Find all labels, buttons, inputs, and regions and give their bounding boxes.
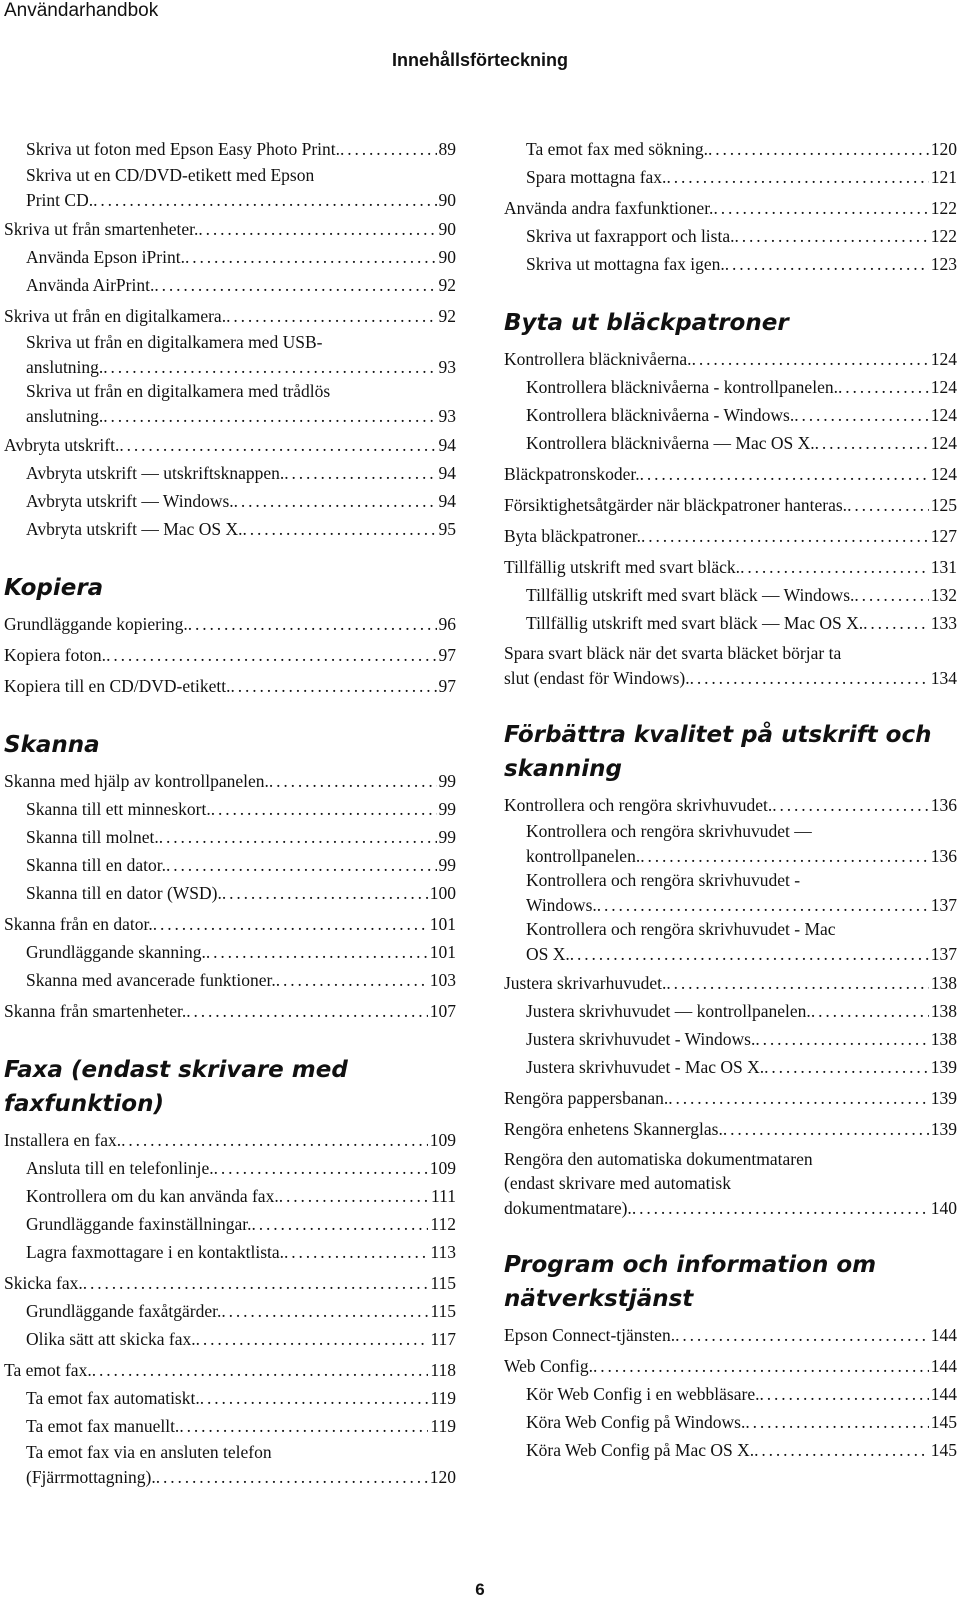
toc-entry-text: Skriva ut en CD/DVD-etikett med Epson (26, 165, 315, 185)
toc-page-number: 99 (438, 827, 456, 847)
toc-leader-dots (103, 404, 436, 428)
toc-subentry[interactable] (504, 582, 957, 609)
toc-leader-dots (188, 611, 437, 638)
toc-leader-dots (666, 164, 928, 191)
toc-entry-text: Skanna till molnet. (26, 827, 159, 847)
toc-entry-text: Kör Web Config i en webbläsare. (526, 1384, 760, 1404)
toc-leader-dots (723, 1116, 929, 1143)
toc-leader-dots (222, 880, 428, 907)
toc-leader-dots (640, 844, 929, 868)
toc-entry-text: Rengöra enhetens Skannerglas. (504, 1119, 723, 1139)
toc-entry[interactable] (504, 523, 957, 550)
toc-leader-dots (185, 244, 437, 271)
toc-page-number: 119 (430, 1416, 456, 1436)
toc-leader-dots (863, 610, 929, 637)
toc-leader-dots (597, 893, 929, 917)
toc-leader-dots (214, 1155, 428, 1182)
toc-entry-text: Print CD. (26, 190, 94, 210)
toc-leader-dots (713, 195, 928, 222)
toc-page-number: 137 (930, 895, 957, 915)
toc-subentry[interactable] (4, 1440, 456, 1489)
toc-entry-text: Skanna från smartenheter. (4, 1001, 187, 1021)
toc-entry-text: Justera skrivarhuvudet. (504, 973, 667, 993)
toc-page-number: 139 (930, 1057, 957, 1077)
toc-entry-text: Kontrollera och rengöra skrivhuvudet - Mac (526, 919, 836, 939)
toc-entry-text: Ta emot fax med sökning. (526, 139, 708, 159)
toc-entry-text: Grundläggande faxåtgärder. (26, 1301, 222, 1321)
toc-section-heading: Faxa (endast skrivare med faxfunktion) (4, 1057, 348, 1117)
toc-subentry[interactable] (4, 880, 456, 907)
toc-entry[interactable] (504, 554, 957, 581)
toc-leader-dots (745, 1409, 928, 1436)
toc-entry-text: (Fjärrmottagning). (26, 1467, 156, 1487)
toc-entry[interactable] (4, 611, 456, 638)
toc-page-number: 124 (930, 433, 957, 453)
toc-leader-dots (206, 939, 428, 966)
toc-entry[interactable] (504, 195, 957, 222)
toc-page-number: 124 (930, 349, 957, 369)
toc-subentry[interactable] (4, 272, 456, 299)
toc-page-number: 90 (438, 219, 456, 239)
toc-leader-dots (593, 1353, 929, 1380)
toc-page-number: 140 (930, 1198, 957, 1218)
toc-entry-text: Skriva ut mottagna fax igen. (526, 254, 725, 274)
toc-leader-dots (754, 1437, 929, 1464)
toc-page-number: 103 (429, 970, 456, 990)
toc-entry-text: Justera skrivhuvudet - Windows. (526, 1029, 756, 1049)
toc-page-number: 121 (930, 167, 957, 187)
toc-leader-dots (154, 272, 436, 299)
toc-subentry[interactable] (4, 796, 456, 823)
toc-entry-text: Skicka fax. (4, 1273, 83, 1293)
toc-section-heading: Byta ut bläckpatroner (504, 310, 789, 336)
toc-entry-text: Lagra faxmottagare i en kontaktlista. (26, 1242, 285, 1262)
toc-entry-text: Grundläggande skanning. (26, 942, 206, 962)
toc-page-number: 90 (438, 190, 456, 210)
toc-entry-text: Skriva ut från en digitalkamera med trådlös (26, 381, 331, 401)
toc-subentry[interactable] (504, 164, 957, 191)
toc-entry-text: dokumentmatare). (504, 1198, 632, 1218)
toc-page-number: 99 (438, 771, 456, 791)
toc-entry-text: Använda AirPrint. (26, 275, 155, 295)
toc-page-number: 92 (438, 306, 456, 326)
toc-page-number: 134 (930, 668, 957, 688)
toc-page-number: 122 (930, 198, 957, 218)
toc-entry[interactable] (4, 911, 456, 938)
toc-entry-text: Använda Epson iPrint. (26, 247, 185, 267)
toc-entry-text: Kopiera till en CD/DVD-etikett. (4, 676, 231, 696)
toc-entry-text: Rengöra den automatiska dokumentmataren (504, 1149, 813, 1169)
toc-subentry[interactable] (504, 998, 957, 1025)
toc-page-number: 97 (438, 645, 456, 665)
toc-entry-text: anslutning. (26, 406, 104, 426)
toc-leader-dots (668, 1085, 929, 1112)
toc-section-heading: Program och information om nätverkstjänst (504, 1252, 877, 1312)
toc-subentry[interactable] (504, 402, 957, 429)
toc-page-number: 145 (930, 1440, 957, 1460)
toc-subentry[interactable] (504, 819, 957, 868)
toc-subentry[interactable] (504, 917, 957, 966)
toc-entry-text: Grundläggande kopiering. (4, 614, 188, 634)
toc-leader-dots (156, 1465, 428, 1489)
toc-leader-dots (153, 911, 428, 938)
toc-leader-dots (640, 461, 929, 488)
toc-page-number: 138 (930, 1029, 957, 1049)
toc-subentry[interactable] (4, 1239, 456, 1266)
toc-subentry[interactable] (4, 939, 456, 966)
toc-entry-text: Kontrollera bläcknivåerna - kontrollpanelen. (526, 377, 838, 397)
toc-subentry[interactable] (504, 136, 957, 163)
toc-page-number: 107 (429, 1001, 456, 1021)
toc-entry[interactable] (4, 1270, 456, 1297)
toc-entry-text: Skanna till en dator (WSD). (26, 883, 222, 903)
toc-page-number: 96 (438, 614, 456, 634)
toc-page-number: 90 (438, 247, 456, 267)
toc-page-number: 118 (430, 1360, 456, 1380)
toc-entry-text: Skanna med hjälp av kontrollpanelen. (4, 771, 269, 791)
toc-page-number: 137 (930, 944, 957, 964)
toc-subentry[interactable] (504, 223, 957, 250)
toc-leader-dots (641, 523, 929, 550)
toc-page-number: 93 (438, 357, 456, 377)
toc-subentry[interactable] (4, 1183, 456, 1210)
toc-entry[interactable] (504, 492, 957, 519)
toc-entry-text: Skanna till en dator. (26, 855, 166, 875)
toc-leader-dots (838, 374, 929, 401)
toc-leader-dots (230, 673, 436, 700)
toc-leader-dots (764, 1054, 929, 1081)
toc-entry[interactable] (504, 1116, 957, 1143)
toc-page-number: 89 (438, 139, 456, 159)
toc-section-heading: Kopiera (4, 575, 104, 601)
toc-leader-dots (269, 768, 437, 795)
toc-entry[interactable] (4, 768, 456, 795)
toc-leader-dots (234, 488, 437, 515)
toc-entry-text: Tillfällig utskrift med svart bläck. (504, 557, 741, 577)
toc-entry-text: anslutning. (26, 357, 104, 377)
toc-entry[interactable] (504, 792, 957, 819)
toc-leader-dots (284, 460, 436, 487)
toc-leader-dots (106, 642, 436, 669)
toc-entry-text: Ta emot fax manuellt. (26, 1416, 180, 1436)
toc-entry-text: Kontrollera bläcknivåerna. (504, 349, 692, 369)
toc-entry-text: Avbryta utskrift — utskriftsknappen. (26, 463, 285, 483)
toc-subentry[interactable] (4, 244, 456, 271)
toc-leader-dots (166, 852, 437, 879)
toc-leader-dots (226, 303, 436, 330)
section-title: Innehållsförteckning (391, 50, 569, 70)
toc-subentry[interactable] (4, 1211, 456, 1238)
toc-entry[interactable] (4, 216, 456, 243)
toc-entry-text: Installera en fax. (4, 1130, 122, 1150)
toc-leader-dots (632, 1196, 929, 1220)
toc-entry-text: Kontrollera bläcknivåerna - Windows. (526, 405, 795, 425)
toc-entry-text: OS X. (526, 944, 570, 964)
toc-entry-text: Skriva ut från en digitalkamera med USB- (26, 332, 323, 352)
toc-entry-text: Spara mottagna fax. (526, 167, 667, 187)
toc-leader-dots (755, 1026, 928, 1053)
toc-entry[interactable] (4, 432, 456, 459)
toc-leader-dots (570, 942, 929, 966)
toc-subentry[interactable] (4, 330, 456, 379)
toc-entry-text: Ansluta till en telefonlinje. (26, 1158, 214, 1178)
toc-entry-text: Skanna till ett minneskort. (26, 799, 211, 819)
toc-entry-text: Avbryta utskrift — Mac OS X. (26, 519, 243, 539)
toc-leader-dots (279, 1183, 429, 1210)
toc-leader-dots (196, 1326, 429, 1353)
toc-page-number: 113 (430, 1242, 456, 1262)
toc-page-number: 109 (429, 1158, 456, 1178)
toc-leader-dots (198, 216, 436, 243)
toc-page-number: 144 (930, 1384, 957, 1404)
toc-page-number: 138 (930, 973, 957, 993)
toc-page-number: 139 (930, 1119, 957, 1139)
toc-entry-text: Skriva ut faxrapport och lista. (526, 226, 735, 246)
toc-leader-dots (690, 666, 929, 690)
toc-subentry[interactable] (4, 1385, 456, 1412)
toc-leader-dots (119, 432, 436, 459)
toc-entry-text: Epson Connect-tjänsten. (504, 1325, 676, 1345)
toc-page-number: 94 (438, 463, 456, 483)
toc-entry-text: Ta emot fax automatiskt. (26, 1388, 200, 1408)
toc-section-heading: Förbättra kvalitet på utskrift och skanning (504, 722, 932, 782)
toc-leader-dots (675, 1322, 929, 1349)
toc-page-number: 112 (430, 1214, 456, 1234)
toc-entry-text: Kontrollera och rengöra skrivhuvudet - (526, 870, 801, 890)
page-number: 6 (475, 1580, 485, 1599)
toc-leader-dots (284, 1239, 428, 1266)
toc-leader-dots (725, 251, 929, 278)
toc-entry-text: kontrollpanelen. (526, 846, 641, 866)
toc-leader-dots (83, 1270, 429, 1297)
toc-entry-text: Kopiera foton. (4, 645, 107, 665)
toc-page-number: 101 (429, 914, 456, 934)
toc-subentry[interactable] (504, 610, 957, 637)
toc-entry-text: Tillfällig utskrift med svart bläck — Windows. (526, 585, 855, 605)
toc-subentry[interactable] (504, 868, 957, 917)
toc-leader-dots (815, 430, 929, 457)
toc-page-number: 117 (430, 1329, 456, 1349)
toc-leader-dots (276, 967, 428, 994)
toc-page-number: 144 (930, 1325, 957, 1345)
toc-page-number: 132 (930, 585, 957, 605)
toc-page-number: 100 (429, 883, 456, 903)
toc-leader-dots (740, 554, 929, 581)
toc-column-right (504, 135, 957, 1464)
toc-page-number: 115 (430, 1301, 456, 1321)
toc-page-number: 120 (429, 1467, 456, 1487)
toc-subentry[interactable] (504, 1409, 957, 1436)
toc-subentry[interactable] (4, 1298, 456, 1325)
toc-entry-text: Justera skrivhuvudet - Mac OS X. (526, 1057, 765, 1077)
toc-entry-text: Kontrollera om du kan använda fax. (26, 1186, 279, 1206)
toc-subentry[interactable] (504, 1381, 957, 1408)
toc-entry[interactable] (504, 346, 957, 373)
toc-page-number: 139 (930, 1088, 957, 1108)
toc-entry[interactable] (4, 1357, 456, 1384)
toc-subentry[interactable] (4, 1326, 456, 1353)
toc-entry[interactable] (504, 1147, 957, 1220)
toc-entry-text: Bläckpatronskoder. (504, 464, 640, 484)
toc-subentry[interactable] (504, 1026, 957, 1053)
toc-leader-dots (735, 223, 929, 250)
toc-page-number: 115 (430, 1273, 456, 1293)
toc-page-number: 124 (930, 405, 957, 425)
toc-page-number: 127 (930, 526, 957, 546)
toc-subentry[interactable] (4, 488, 456, 515)
toc-page-number: 92 (438, 275, 456, 295)
toc-entry-text: Kontrollera och rengöra skrivhuvudet — (526, 821, 812, 841)
toc-entry-text: (endast skrivare med automatisk (504, 1173, 731, 1193)
toc-entry-text: Rengöra pappersbanan. (504, 1088, 669, 1108)
toc-leader-dots (340, 136, 436, 163)
toc-leader-dots (186, 998, 428, 1025)
toc-entry-text: Kontrollera och rengöra skrivhuvudet. (504, 795, 773, 815)
toc-leader-dots (242, 516, 436, 543)
toc-page-number: 120 (930, 139, 957, 159)
toc-entry-text: Köra Web Config på Mac OS X. (526, 1440, 755, 1460)
toc-leader-dots (708, 136, 929, 163)
toc-entry-text: Köra Web Config på Windows. (526, 1412, 746, 1432)
toc-leader-dots (121, 1127, 428, 1154)
toc-subentry[interactable] (4, 136, 456, 163)
toc-entry[interactable] (4, 998, 456, 1025)
toc-page-number: 101 (429, 942, 456, 962)
toc-subentry[interactable] (4, 460, 456, 487)
toc-leader-dots (692, 346, 929, 373)
toc-entry[interactable] (4, 673, 456, 700)
toc-page-number: 123 (930, 254, 957, 274)
toc-entry-text: Web Config. (504, 1356, 593, 1376)
toc-entry-text: Skanna från en dator. (4, 914, 153, 934)
toc-page-number: 119 (430, 1388, 456, 1408)
toc-leader-dots (847, 492, 929, 519)
toc-subentry[interactable] (4, 379, 456, 428)
toc-page-number: 93 (438, 406, 456, 426)
toc-entry[interactable] (4, 303, 456, 330)
toc-subentry[interactable] (504, 430, 957, 457)
toc-entry-text: Skanna med avancerade funktioner. (26, 970, 276, 990)
toc-subentry[interactable] (4, 967, 456, 994)
toc-entry-text: Olika sätt att skicka fax. (26, 1329, 196, 1349)
toc-page-number: 125 (930, 495, 957, 515)
toc-page-number: 124 (930, 464, 957, 484)
toc-entry[interactable] (4, 1127, 456, 1154)
toc-page-number: 133 (930, 613, 957, 633)
toc-leader-dots (103, 355, 436, 379)
toc-subentry[interactable] (504, 1054, 957, 1081)
toc-subentry[interactable] (504, 374, 957, 401)
toc-page-number: 99 (438, 799, 456, 819)
toc-page-number: 111 (431, 1186, 456, 1206)
toc-entry-text: Avbryta utskrift. (4, 435, 120, 455)
toc-entry-text: Ta emot fax. (4, 1360, 92, 1380)
toc-page-number: 144 (930, 1356, 957, 1376)
toc-page-number: 138 (930, 1001, 957, 1021)
toc-leader-dots (666, 970, 928, 997)
toc-entry-text: Skriva ut från en digitalkamera. (4, 306, 227, 326)
toc-column-left (4, 135, 456, 1489)
toc-page-number: 94 (438, 435, 456, 455)
toc-page-number: 122 (930, 226, 957, 246)
toc-page-number: 124 (930, 377, 957, 397)
toc-entry-text: Kontrollera bläcknivåerna — Mac OS X. (526, 433, 815, 453)
toc-page-number: 145 (930, 1412, 957, 1432)
toc-leader-dots (221, 1298, 428, 1325)
toc-entry-text: Justera skrivhuvudet — kontrollpanelen. (526, 1001, 811, 1021)
toc-entry[interactable] (504, 1353, 957, 1380)
toc-leader-dots (759, 1381, 928, 1408)
toc-page-number: 136 (930, 846, 957, 866)
toc-entry[interactable] (4, 642, 456, 669)
toc-subentry[interactable] (4, 1155, 456, 1182)
toc-page-number: 95 (438, 519, 456, 539)
toc-subentry[interactable] (504, 251, 957, 278)
toc-entry[interactable] (504, 461, 957, 488)
toc-page-number: 131 (930, 557, 957, 577)
toc-subentry[interactable] (504, 1437, 957, 1464)
toc-entry[interactable] (504, 1322, 957, 1349)
toc-leader-dots (93, 188, 436, 212)
toc-leader-dots (200, 1385, 429, 1412)
toc-page-number: 94 (438, 491, 456, 511)
toc-leader-dots (854, 582, 928, 609)
toc-entry-text: Skriva ut från smartenheter. (4, 219, 199, 239)
toc-page-number: 99 (438, 855, 456, 875)
manual-title: Användarhandbok (4, 0, 159, 21)
toc-subentry[interactable] (4, 824, 456, 851)
toc-subentry[interactable] (4, 163, 456, 212)
toc-entry[interactable] (504, 1085, 957, 1112)
toc-entry-text: Avbryta utskrift — Windows. (26, 491, 234, 511)
toc-page-number: 97 (438, 676, 456, 696)
toc-entry-text: Grundläggande faxinställningar. (26, 1214, 252, 1234)
toc-leader-dots (772, 792, 928, 819)
toc-leader-dots (159, 824, 437, 851)
toc-subentry[interactable] (4, 1413, 456, 1440)
toc-subentry[interactable] (4, 852, 456, 879)
toc-leader-dots (811, 998, 929, 1025)
toc-leader-dots (252, 1211, 429, 1238)
toc-entry-text: Använda andra faxfunktioner. (504, 198, 714, 218)
toc-page-number: 109 (429, 1130, 456, 1150)
toc-page-number: 136 (930, 795, 957, 815)
toc-leader-dots (794, 402, 929, 429)
toc-entry-text: Byta bläckpatroner. (504, 526, 642, 546)
toc-entry-text: Tillfällig utskrift med svart bläck — Mac OS X. (526, 613, 864, 633)
toc-entry-text: Ta emot fax via en ansluten telefon (26, 1442, 272, 1462)
toc-leader-dots (211, 796, 437, 823)
toc-subentry[interactable] (4, 516, 456, 543)
toc-leader-dots (92, 1357, 429, 1384)
toc-leader-dots (179, 1413, 428, 1440)
toc-entry[interactable] (504, 641, 957, 690)
toc-section-heading: Skanna (4, 732, 100, 758)
toc-entry-text: Windows. (526, 895, 597, 915)
toc-entry[interactable] (504, 970, 957, 997)
toc-entry-text: Spara svart bläck när det svarta bläcket börjar ta (504, 643, 842, 663)
toc-entry-text: Skriva ut foton med Epson Easy Photo Print. (26, 139, 341, 159)
toc-entry-text: Försiktighetsåtgärder när bläckpatroner hanteras. (504, 495, 848, 515)
toc-entry-text: slut (endast för Windows). (504, 668, 690, 688)
